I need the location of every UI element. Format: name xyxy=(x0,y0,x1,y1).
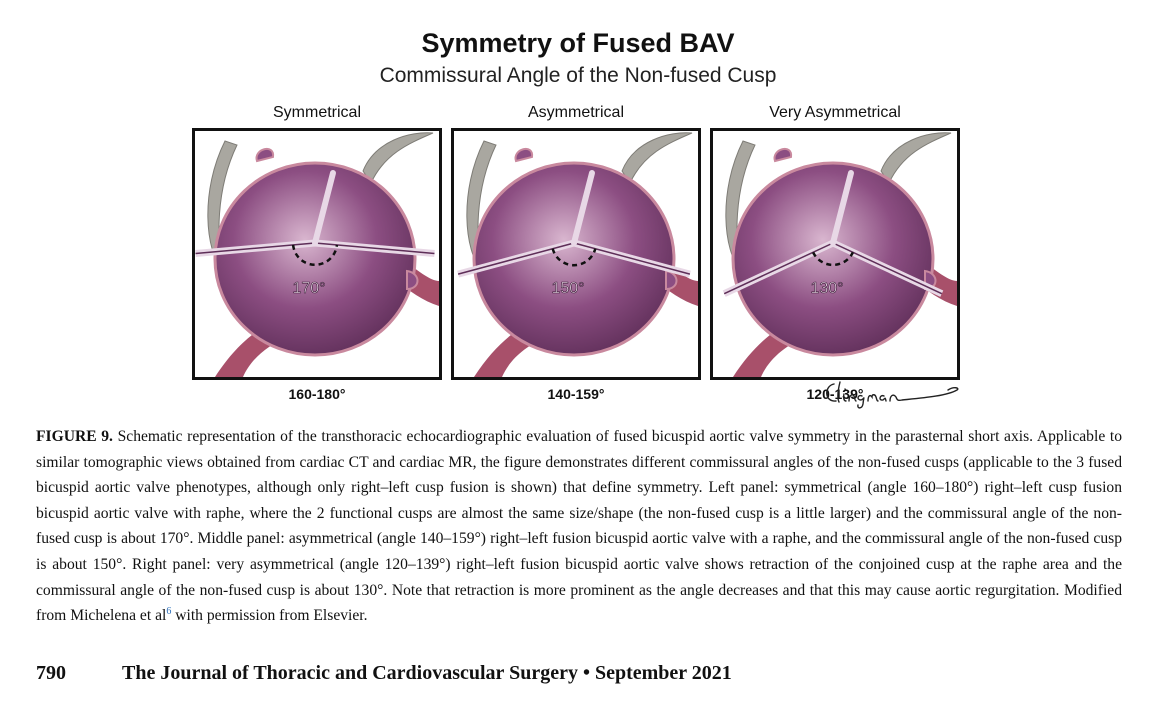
valve-illustration xyxy=(713,131,957,377)
angle-range-symmetrical: 160-180° xyxy=(288,386,346,402)
panel-heading-symmetrical: Symmetrical xyxy=(272,104,361,121)
panel-heading-very-asymmetrical: Very Asymmetrical xyxy=(769,104,901,121)
page-number: 790 xyxy=(36,662,66,684)
reference-link[interactable]: 6 xyxy=(166,605,172,617)
figure-subtitle: Commissural Angle of the Non-fused Cusp xyxy=(379,64,777,87)
angle-label: 170° xyxy=(292,280,326,297)
valve-illustration xyxy=(195,131,439,377)
illustrator-signature xyxy=(822,376,962,410)
valve-panel-asymmetrical xyxy=(451,128,701,380)
valve-body xyxy=(733,163,933,355)
page-footer xyxy=(36,662,732,685)
tissue-band-right xyxy=(881,133,951,183)
journal-name: The Journal of Thoracic and Cardiovascular Surgery xyxy=(122,662,578,684)
angle-range-very-asymmetrical: 120-139° xyxy=(806,386,864,402)
panel-heading-asymmetrical: Asymmetrical xyxy=(527,104,624,121)
tissue-band-right xyxy=(622,133,692,183)
caption-end: with permission from Elsevier. xyxy=(171,607,368,625)
angle-label: 150° xyxy=(551,280,585,297)
valve-panel-very-asymmetrical xyxy=(710,128,960,380)
valve-knob xyxy=(516,149,533,161)
valve-panel-symmetrical xyxy=(192,128,442,380)
figure-label: FIGURE 9. xyxy=(36,428,113,445)
valve-knob xyxy=(257,149,274,161)
figure-title: Symmetry of Fused BAV xyxy=(421,28,735,58)
footer-separator: • xyxy=(582,662,590,684)
journal-issue: September 2021 xyxy=(594,662,732,684)
valve-illustration xyxy=(454,131,698,377)
caption-body: Schematic representation of the transthoracic echocardiographic evaluation of fused bicuspid aortic valve symmetry in the parasternal short axis. Applicable to similar tomographic views obtained from cardiac CT and cardiac MR, the figure demonstrates different commissural angles of the non-fused cusps (applicable to the 3 fused bicuspid aortic valve phenotypes, although only right–left cusp fusion is shown) that define symmetry. Left panel: symmetrical (angle 160–180°) right–left cusp fusion bicuspid aortic valve with raphe, where the 2 functional cusps are almost the same size/shape (the non-fused cusp is a little larger) and the commissural angle of the non-fused cusp is about 170°. Middle panel: asymmetrical (angle 140–159°) right–left fusion bicuspid aortic valve with a raphe, and the commissural angle of the non-fused cusp is about 150°. Right panel: very asymmetrical (angle 120–139°) right–left fusion bicuspid aortic valve shows retraction of the conjoined cusp at the raphe area and the commissural angle of the non-fused cusp is about 130°. Note that retraction is more prominent as the angle decreases and that this may cause aortic regurgitation. Modified from Michelena et al xyxy=(36,428,1122,625)
valve-body xyxy=(215,163,415,355)
tissue-band-right xyxy=(363,133,433,183)
angle-label: 130° xyxy=(810,280,844,297)
figure-caption xyxy=(36,424,1122,629)
angle-range-asymmetrical: 140-159° xyxy=(547,386,605,402)
valve-knob xyxy=(775,149,792,161)
